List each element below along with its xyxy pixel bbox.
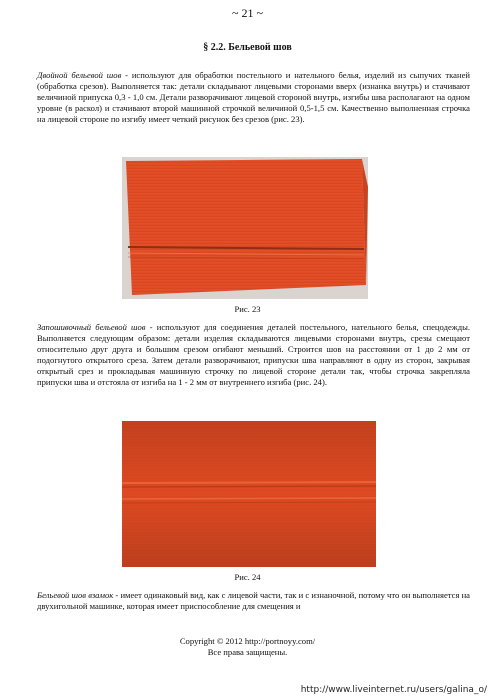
figure-23-photo	[122, 157, 368, 299]
rights-text: Все права защищены.	[207, 647, 288, 657]
term-double-seam: Двойной бельевой шов	[37, 70, 122, 80]
page-number: ~ 21 ~	[232, 6, 263, 20]
fabric-seam-image	[122, 157, 368, 299]
figure-23-caption: Рис. 23	[234, 304, 261, 314]
watermark-url: http://www.liveinternet.ru/users/galina_o/	[300, 685, 487, 695]
term-lock-seam: Бельевой шов взамок	[37, 590, 114, 600]
copyright-text: Copyright © 2012 http://portnoyy.com/	[179, 636, 316, 646]
fabric-seam-image	[122, 421, 376, 567]
paragraph-text: - имеет одинаковый вид, как с лицевой части, так и с изнаночной, потому что он выполняется на двухигольной машинке, которая имеет приспособление для смещения и	[37, 590, 470, 611]
figure-24-photo	[122, 421, 376, 567]
section-title: § 2.2. Бельевой шов	[203, 42, 292, 53]
paragraph-lock-seam	[37, 590, 470, 612]
paragraph-fell-seam	[37, 322, 470, 388]
paragraph-text: - используют для обработки постельного и нательного белья, изделий из сыпучих тканей (обработка срезов). Выполняется так: детали складывают лицевыми сторонами вверх (изнанка внутрь) и стачивают величиной припуска 0,3 - 1,0 см. Детали разворачивают лицевой стороной внутрь, изгибы шва располагают на одном уровне (в раскол) и стачивают второй машинной строчкой величиной 0,5-1,5 см. Качественно выполненная строчка на лицевой стороне по изгибу имеет четкий рисунок без срезов (рис. 23).	[37, 70, 471, 124]
paragraph-double-seam	[37, 70, 470, 125]
figure-24-caption: Рис. 24	[234, 572, 261, 582]
term-fell-seam: Запошивочный бельевой шов	[37, 322, 146, 332]
paragraph-text: - используют для соединения деталей постельного, нательного белья, спецодежды. Выполняется следующим образом: детали изделия складываются лицевыми сторонами внутрь, срезы смещают относительно друг друга и большим срезом огибают меньший. Строится шов на расстоянии от 1 до 2 мм от подогнутого открытого среза. Затем детали разворачивают, припуски шва направляют в одну из сторон, закрывая открытый срез и прокладывая машинную строчку по лицевой стороне детали так, чтобы строчка закрепляла припуски шва и отстояла от изгиба на 1 - 2 мм от внутреннего изгиба (рис. 24).	[37, 322, 470, 387]
footer	[0, 636, 495, 658]
